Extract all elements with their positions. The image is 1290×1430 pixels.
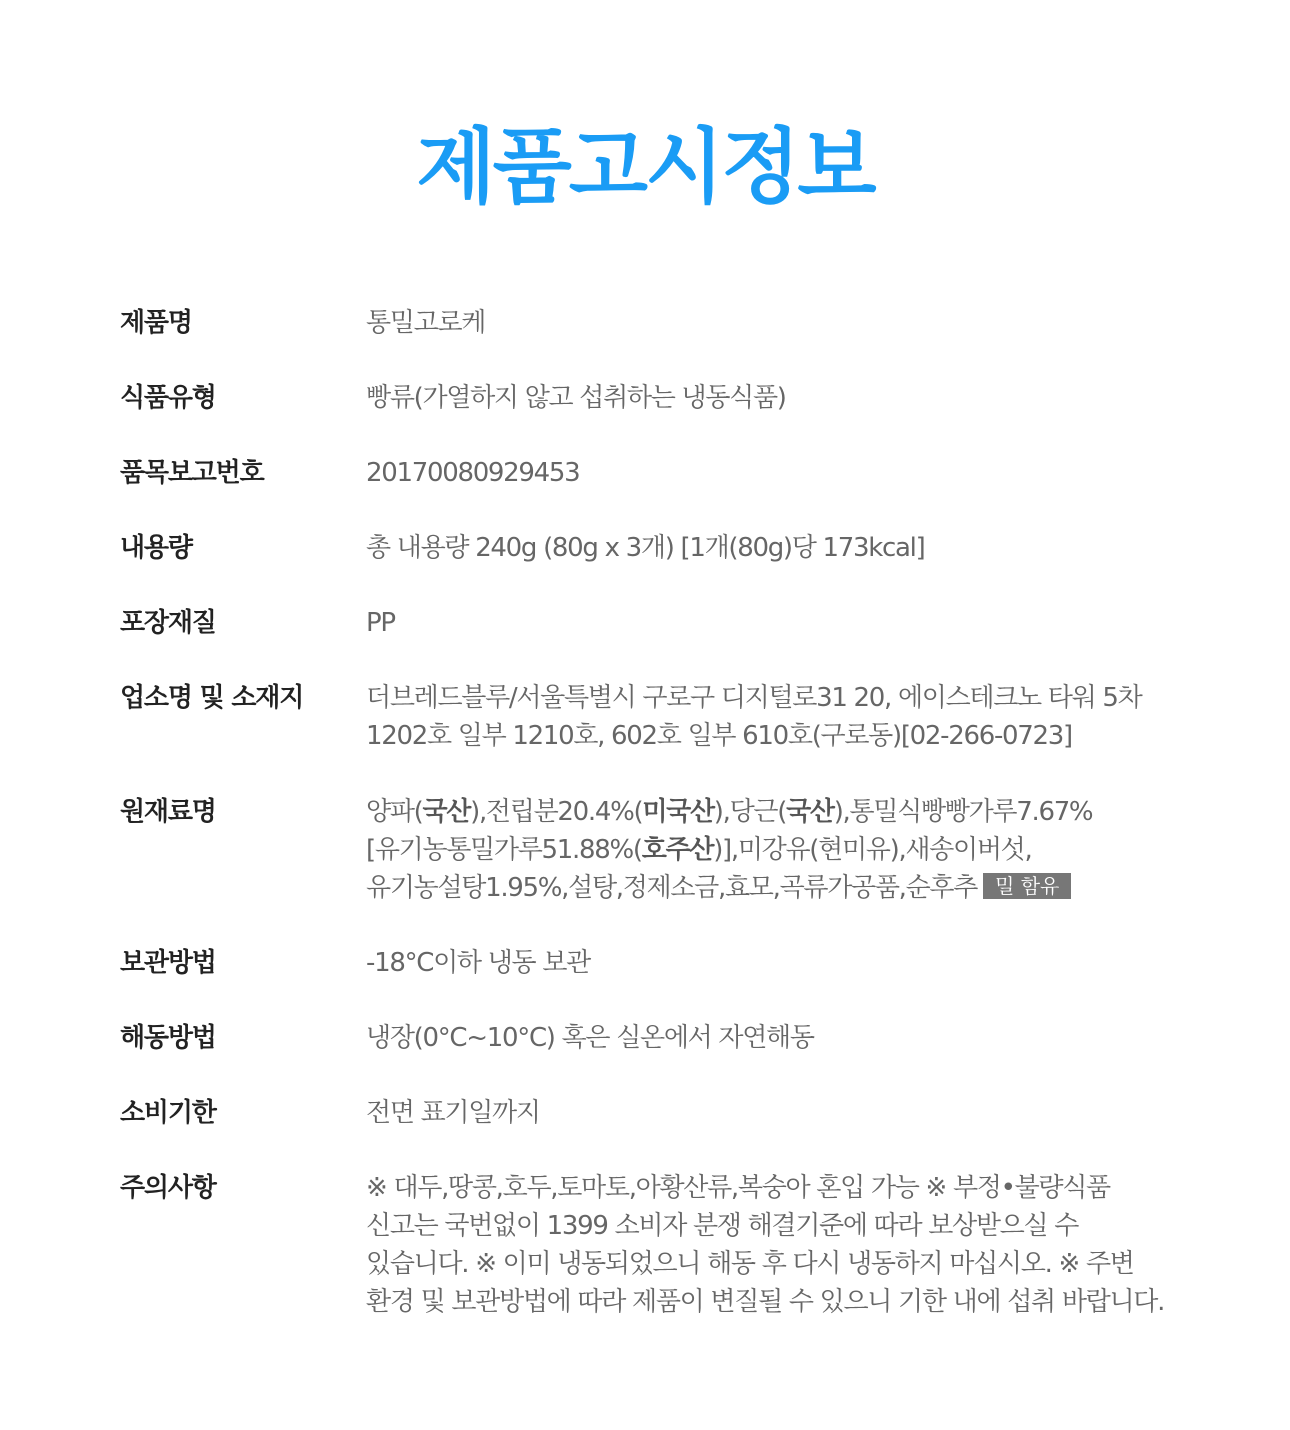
row-label: 식품유형 <box>120 383 216 413</box>
row-label: 내용량 <box>120 533 192 563</box>
row-value: 전면 표기일까지 <box>366 1098 540 1128</box>
origin-highlight: 미국산 <box>642 797 714 827</box>
row-contents <box>120 529 1180 567</box>
row-value: ※ 대두,땅콩,호두,토마토,아황산류,복숭아 혼입 가능 ※ 부정•불량식품 신고는 국번없이 1399 소비자 분쟁 해결기준에 따라 보상받으실 수 있습니다. ※ 이미 냉동되었으니 해동 후 다시 냉동하지 마십시오. ※ 주변 환경 및 보관방법에 따라 제품이 변질될 수 있으니 기한 내에 섭취 바랍니다. <box>366 1173 1165 1317</box>
product-info-table <box>120 304 1180 1321</box>
row-value: PP <box>366 608 395 638</box>
row-ingredients <box>120 793 1180 907</box>
origin-highlight: 국산 <box>422 797 471 827</box>
row-value: 냉장(0°C~10°C) 혹은 실온에서 자연해동 <box>366 1023 814 1053</box>
row-caution <box>120 1169 1180 1321</box>
row-label: 품목보고번호 <box>120 458 264 488</box>
row-value: 더브레드블루/서울특별시 구로구 디지털로31 20, 에이스테크노 타워 5차 1202호 일부 1210호, 602호 일부 610호(구로동)[02-266-0723] <box>366 683 1142 751</box>
row-label: 포장재질 <box>120 608 216 638</box>
row-label: 보관방법 <box>120 948 216 978</box>
row-product-name <box>120 304 1180 342</box>
ingredient-text: 양파( <box>366 797 423 827</box>
row-value: 20170080929453 <box>366 458 580 488</box>
row-manufacturer <box>120 679 1180 755</box>
allergen-badge: 밀 함유 <box>983 873 1071 899</box>
ingredient-text: ),당근( <box>713 797 787 827</box>
row-value: 빵류(가열하지 않고 섭취하는 냉동식품) <box>366 383 786 413</box>
ingredient-text: )],미강유(현미유),새송이버섯,유기농설탕1.95%,설탕,정제소금,효모,곡류가공품,순후추 <box>366 835 1032 903</box>
row-packaging <box>120 604 1180 642</box>
origin-highlight: 호주산 <box>641 835 714 865</box>
row-label: 원재료명 <box>120 797 216 827</box>
row-label: 해동방법 <box>120 1023 216 1053</box>
row-label: 소비기한 <box>120 1098 216 1128</box>
row-label: 제품명 <box>120 308 192 338</box>
ingredient-text: ),전립분20.4%( <box>470 797 643 827</box>
row-expiry <box>120 1094 1180 1132</box>
row-value <box>366 793 1180 907</box>
row-thawing <box>120 1019 1180 1057</box>
origin-highlight: 국산 <box>786 797 834 827</box>
ingredient-text: ),통밀식빵빵가루7.67%[유기농통밀가루51.88%( <box>366 797 1093 865</box>
row-report-number <box>120 454 1180 492</box>
row-label: 주의사항 <box>120 1173 216 1203</box>
row-value: 통밀고로케 <box>366 308 486 338</box>
row-food-type <box>120 379 1180 417</box>
row-storage <box>120 944 1180 982</box>
row-value: -18°C이하 냉동 보관 <box>366 948 590 978</box>
page-title: 제품고시정보 <box>416 120 874 215</box>
row-label: 업소명 및 소재지 <box>120 683 304 713</box>
row-value: 총 내용량 240g (80g x 3개) [1개(80g)당 173kcal] <box>366 533 925 563</box>
